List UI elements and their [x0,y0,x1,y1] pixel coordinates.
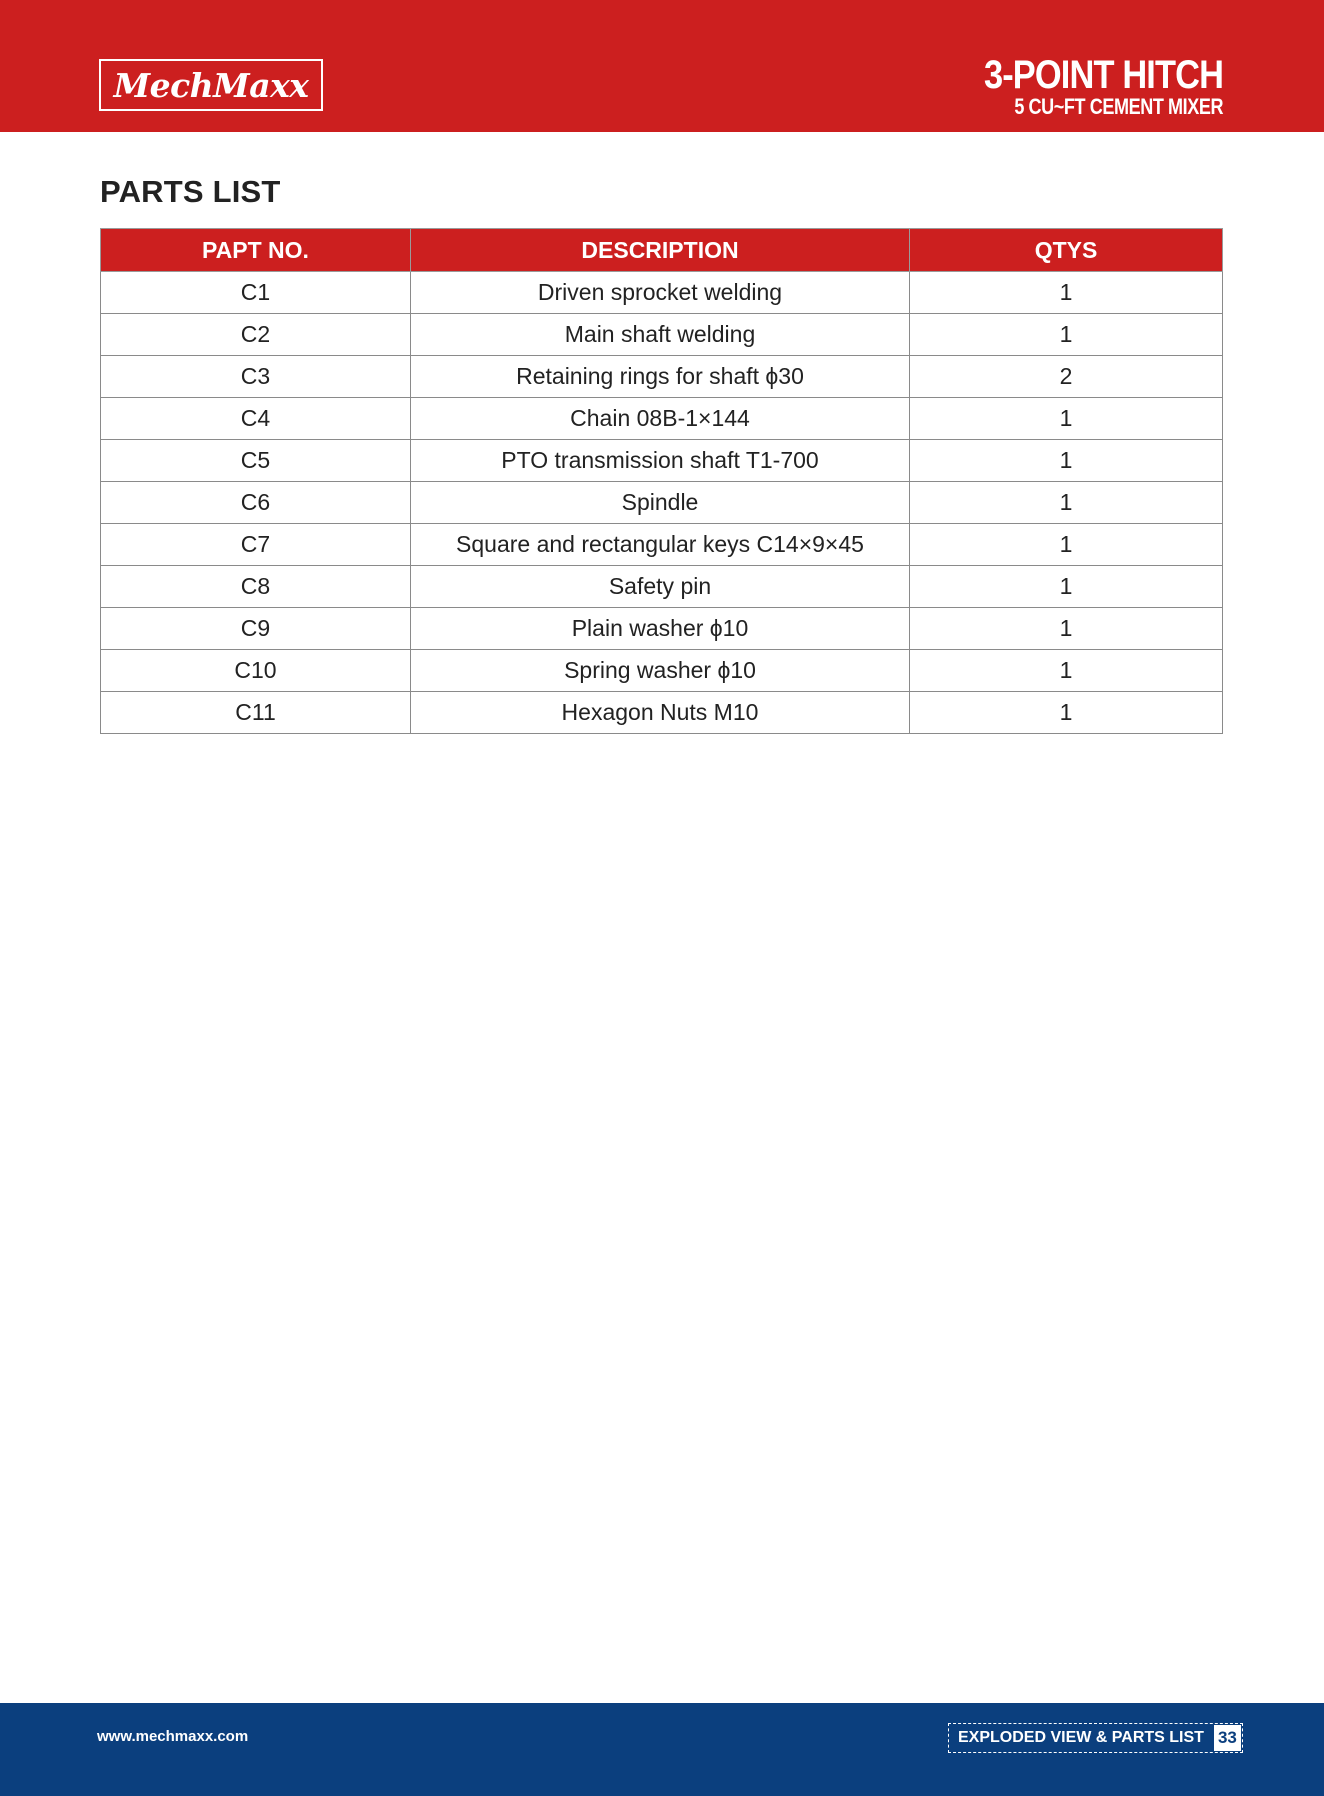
page-header [0,0,1324,132]
part-number-cell: C5 [101,440,411,482]
part-number-cell: C4 [101,398,411,440]
quantity-cell: 1 [910,650,1223,692]
part-number-cell: C1 [101,272,411,314]
part-number-cell: C8 [101,566,411,608]
column-header-part-no: PAPT NO. [101,229,411,272]
table-row [101,314,1223,356]
brand-logo [99,59,323,111]
part-number-cell: C2 [101,314,411,356]
description-cell: Plain washer ϕ10 [411,608,910,650]
part-number-cell: C7 [101,524,411,566]
column-header-qty: QTYS [910,229,1223,272]
table-row [101,356,1223,398]
column-header-description: DESCRIPTION [411,229,910,272]
table-header-row [101,229,1223,272]
product-title-block [945,54,1223,118]
quantity-cell: 1 [910,524,1223,566]
quantity-cell: 1 [910,314,1223,356]
description-cell: Main shaft welding [411,314,910,356]
quantity-cell: 1 [910,398,1223,440]
section-title: PARTS LIST [100,174,281,209]
part-number-cell: C9 [101,608,411,650]
website-link[interactable]: www.mechmaxx.com [97,1728,249,1745]
description-cell: Spring washer ϕ10 [411,650,910,692]
part-number-cell: C10 [101,650,411,692]
quantity-cell: 1 [910,566,1223,608]
table-row [101,398,1223,440]
table-row [101,524,1223,566]
quantity-cell: 1 [910,272,1223,314]
description-cell: Driven sprocket welding [411,272,910,314]
quantity-cell: 1 [910,692,1223,734]
description-cell: Retaining rings for shaft ϕ30 [411,356,910,398]
table-row [101,566,1223,608]
part-number-cell: C3 [101,356,411,398]
footer-section-label: EXPLODED VIEW & PARTS LIST [958,1729,1204,1746]
quantity-cell: 1 [910,608,1223,650]
description-cell: Safety pin [411,566,910,608]
product-subtitle: 5 CU~FT CEMENT MIXER [1014,94,1223,119]
product-title: 3-POINT HITCH [983,53,1223,97]
table-row [101,608,1223,650]
description-cell: PTO transmission shaft T1-700 [411,440,910,482]
table-row [101,440,1223,482]
table-row [101,650,1223,692]
description-cell: Square and rectangular keys C14×9×45 [411,524,910,566]
table-row [101,272,1223,314]
part-number-cell: C11 [101,692,411,734]
quantity-cell: 1 [910,440,1223,482]
footer-section-tag [948,1723,1243,1753]
page-number: 33 [1214,1725,1241,1751]
table-row [101,482,1223,524]
quantity-cell: 2 [910,356,1223,398]
description-cell: Chain 08B-1×144 [411,398,910,440]
part-number-cell: C6 [101,482,411,524]
table-row [101,692,1223,734]
quantity-cell: 1 [910,482,1223,524]
description-cell: Spindle [411,482,910,524]
description-cell: Hexagon Nuts M10 [411,692,910,734]
parts-table [100,228,1223,734]
brand-logo-text: MechMaxx [113,65,309,105]
